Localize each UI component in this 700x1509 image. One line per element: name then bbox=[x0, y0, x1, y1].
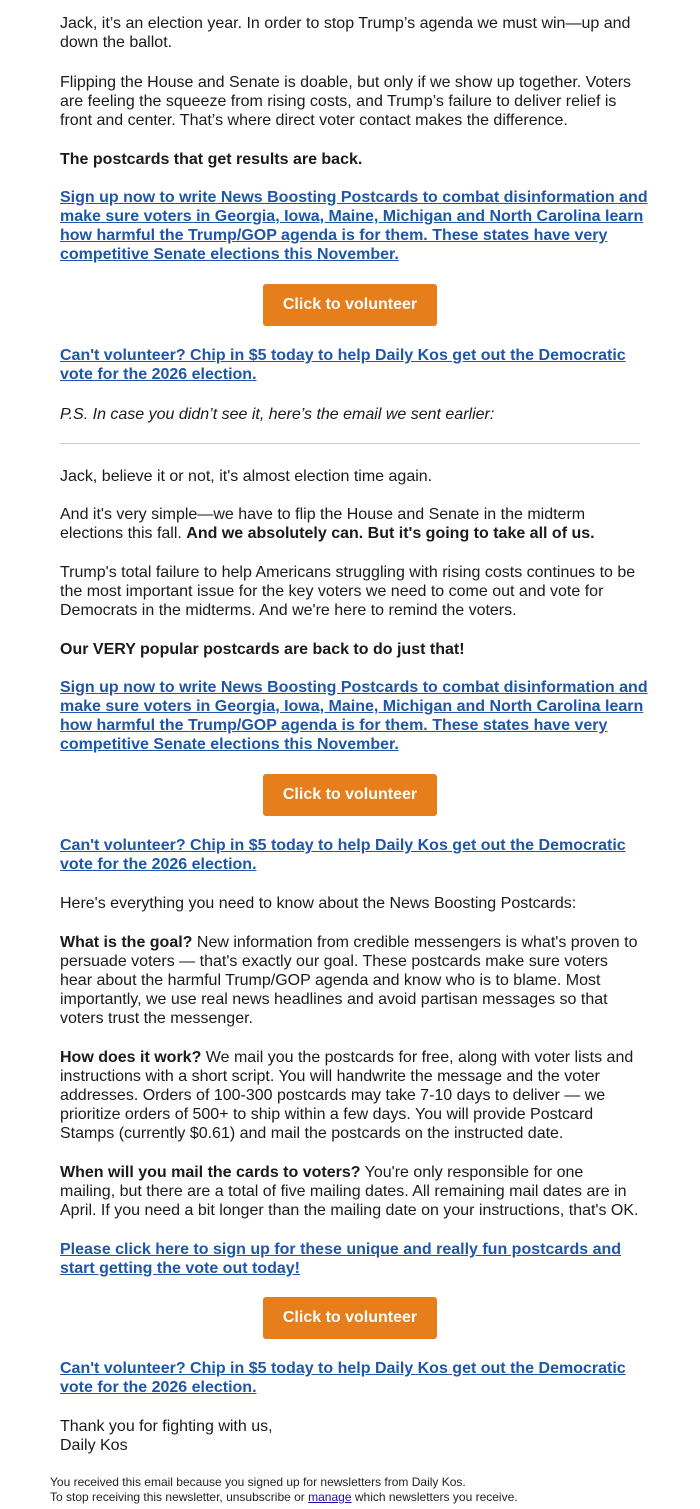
donate-link-2[interactable]: Can't volunteer? Chip in $5 today to help Daily Kos get out the Democratic vote for the 2026 election. bbox=[60, 837, 626, 873]
volunteer-button-3[interactable]: Click to volunteer bbox=[263, 1297, 437, 1339]
faq-question: How does it work? bbox=[60, 1049, 202, 1066]
signoff bbox=[60, 1417, 273, 1455]
manage-link[interactable]: manage bbox=[308, 1490, 352, 1504]
volunteer-button-wrap-3 bbox=[60, 1297, 640, 1339]
volunteer-button-wrap-2 bbox=[60, 774, 640, 816]
donate-link[interactable]: Can't volunteer? Chip in $5 today to help Daily Kos get out the Democratic vote for the 2026 election. bbox=[60, 347, 626, 383]
faq-answer: You're only responsible for one mailing, but there are a total of five mailing dates. All remaining mail dates are in April. If you need a bit longer than the mailing date on your instructions, that's OK. bbox=[60, 1164, 639, 1219]
body-text: And it's very simple—we have to flip the House and Senate in the midterm elections this fall. bbox=[60, 506, 586, 542]
volunteer-button-2[interactable]: Click to volunteer bbox=[263, 774, 437, 816]
footer-text: To stop receiving this newsletter, unsubscribe or bbox=[50, 1490, 309, 1504]
signoff-line: Thank you for fighting with us, bbox=[60, 1418, 273, 1435]
volunteer-button-wrap bbox=[60, 284, 640, 326]
headline-2: Our VERY popular postcards are back to do just that! bbox=[60, 641, 465, 658]
section-divider bbox=[60, 443, 640, 444]
signup-paragraph-2 bbox=[60, 678, 650, 754]
footer-text: which newsletters you receive. bbox=[351, 1490, 518, 1504]
footer-line-2 bbox=[50, 1490, 518, 1505]
faq-answer: New information from credible messengers is what's proven to persuade voters — that's exactly our goal. These postcards make sure voters hear about the harmful Trump/GOP agenda and know who is to blame. Most importantly, we use real news headlines and avoid partisan messages so that voters trust the messenger. bbox=[60, 934, 638, 1027]
signup-paragraph bbox=[60, 188, 650, 264]
ps-note: P.S. In case you didn’t see it, here’s the email we sent earlier: bbox=[60, 406, 495, 423]
faq-question: What is the goal? bbox=[60, 934, 193, 951]
signup-link-2[interactable]: Sign up now to write News Boosting Postcards to combat disinformation and make sure voters in Georgia, Iowa, Maine, Michigan and North Carolina learn how harmful the Trump/GOP agenda is for them. These states have very competitive Senate elections this November. bbox=[60, 679, 648, 753]
donate-paragraph-3 bbox=[60, 1359, 642, 1397]
faq-item-when bbox=[60, 1163, 642, 1220]
donate-paragraph-2 bbox=[60, 836, 642, 874]
intro-paragraph: Jack, it’s an election year. In order to stop Trump’s agenda we must win—up and down the ballot. bbox=[60, 15, 631, 51]
volunteer-button[interactable]: Click to volunteer bbox=[263, 284, 437, 326]
faq-intro: Here's everything you need to know about the News Boosting Postcards: bbox=[60, 895, 577, 912]
body-paragraph: Flipping the House and Senate is doable, but only if we show up together. Voters are feeling the squeeze from rising costs, and Trump’s failure to deliver relief is front and center. That’s where direct voter contact makes the difference. bbox=[60, 74, 632, 129]
headline: The postcards that get results are back. bbox=[60, 151, 363, 168]
intro-paragraph-2: Jack, believe it or not, it's almost election time again. bbox=[60, 468, 433, 485]
donate-paragraph bbox=[60, 346, 642, 384]
body-emphasis: And we absolutely can. But it's going to take all of us. bbox=[186, 525, 595, 542]
signoff-signature: Daily Kos bbox=[60, 1437, 128, 1454]
faq-question: When will you mail the cards to voters? bbox=[60, 1164, 361, 1181]
body-paragraph-2 bbox=[60, 505, 642, 543]
faq-item-goal bbox=[60, 933, 642, 1028]
faq-answer: We mail you the postcards for free, along with voter lists and instructions with a short script. You will handwrite the message and the voter addresses. Orders of 100-300 postcards may take 7-10 days to deliver — we prioritize orders of 500+ to ship within a few days. You will provide Postcard Stamps (currently $0.61) and mail the postcards on the instructed date. bbox=[60, 1049, 634, 1142]
footer-line-1: You received this email because you signed up for newsletters from Daily Kos. bbox=[50, 1475, 466, 1489]
donate-link-3[interactable]: Can't volunteer? Chip in $5 today to help Daily Kos get out the Democratic vote for the 2026 election. bbox=[60, 1360, 626, 1396]
signup-link[interactable]: Sign up now to write News Boosting Postcards to combat disinformation and make sure voters in Georgia, Iowa, Maine, Michigan and North Carolina learn how harmful the Trump/GOP agenda is for them. These states have very competitive Senate elections this November. bbox=[60, 189, 648, 263]
email-footer bbox=[50, 1475, 518, 1505]
faq-item-how bbox=[60, 1048, 642, 1143]
final-signup-link[interactable]: Please click here to sign up for these unique and really fun postcards and start getting the vote out today! bbox=[60, 1241, 622, 1277]
final-signup-paragraph bbox=[60, 1240, 642, 1278]
body-paragraph-3: Trump's total failure to help Americans struggling with rising costs continues to be the most important issue for the key voters we need to come out and vote for Democrats in the midterms. And we're here to remind the voters. bbox=[60, 564, 636, 619]
